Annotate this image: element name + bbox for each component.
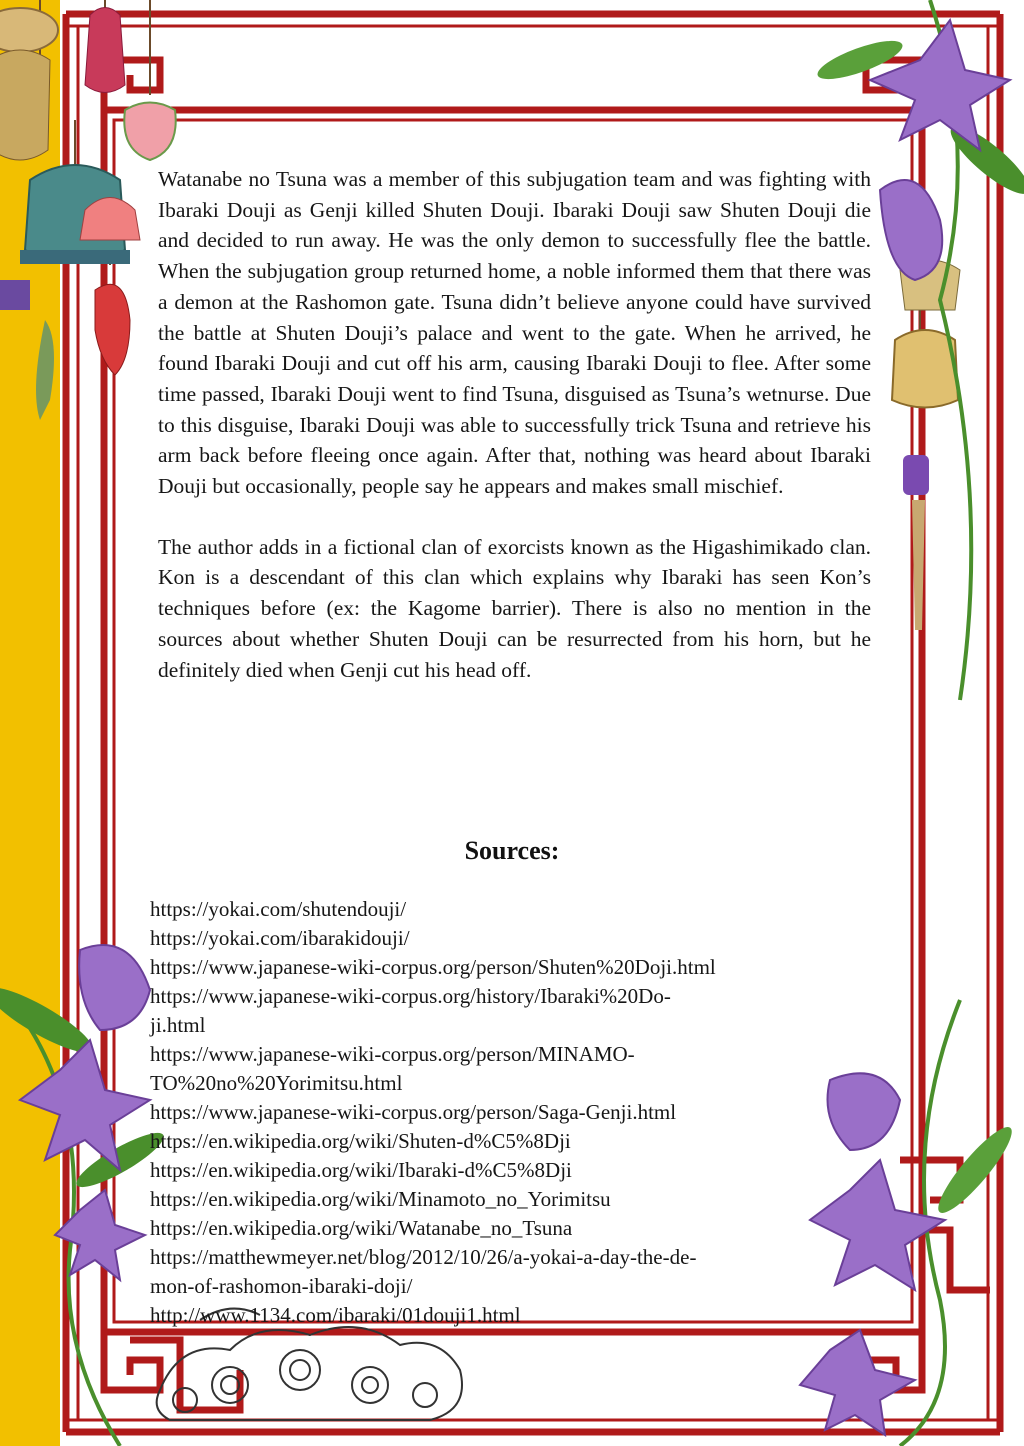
- body-paragraph-2: The author adds in a fictional clan of exorcists known as the Higashimikado clan. Kon is a descendant of this clan which explains why Ibaraki has seen Kon’s techniques before (ex: the Kagome barrier). There is also no mention in the sources about whether Shuten Douji can be resurrected from his horn, but he definitely died when Genji cut his head off.: [158, 534, 871, 682]
- source-link[interactable]: https://matthewmeyer.net/blog/2012/10/26/a-yokai-a-day-the-de-: [150, 1245, 697, 1269]
- source-link[interactable]: https://www.japanese-wiki-corpus.org/person/Saga-Genji.html: [150, 1100, 677, 1124]
- source-link[interactable]: http://www.1134.com/ibaraki/01douji1.html: [150, 1303, 521, 1327]
- source-link[interactable]: https://www.japanese-wiki-corpus.org/history/Ibaraki%20Do-: [150, 984, 671, 1008]
- source-link[interactable]: https://en.wikipedia.org/wiki/Shuten-d%C5%8Dji: [150, 1129, 571, 1153]
- source-link[interactable]: https://yokai.com/shutendouji/: [150, 897, 407, 921]
- source-link-continuation[interactable]: TO%20no%20Yorimitsu.html: [150, 1071, 403, 1095]
- sources-list: [150, 895, 890, 1330]
- main-body-text: [158, 164, 871, 685]
- body-paragraph-1: Watanabe no Tsuna was a member of this subjugation team and was fighting with Ibaraki Douji as Genji killed Shuten Douji. Ibaraki Douji saw Shuten Douji die and decided to run away. He was the only demon to successfully flee the battle. When the subjugation group returned home, a noble informed them that there was a demon at the Rashomon gate. Tsuna didn’t believe anyone could have survived the battle at Shuten Douji’s palace and went to the gate. When he arrived, he found Ibaraki Douji and cut off his arm, causing Ibaraki Douji to flee. After some time passed, Ibaraki Douji went to find Tsuna, disguised as Tsuna’s wetnurse. Due to this disguise, Ibaraki Douji was able to successfully trick Tsuna and retrieve his arm back before fleeing once again. After that, nothing was heard about Ibaraki Douji but occasionally, people say he appears and makes small mischief.: [158, 167, 871, 499]
- source-link-continuation[interactable]: ji.html: [150, 1013, 206, 1037]
- sources-heading: Sources:: [464, 836, 560, 865]
- source-link[interactable]: https://yokai.com/ibarakidouji/: [150, 926, 410, 950]
- source-link-continuation[interactable]: mon-of-rashomon-ibaraki-doji/: [150, 1274, 413, 1298]
- source-link[interactable]: https://en.wikipedia.org/wiki/Ibaraki-d%C5%8Dji: [150, 1158, 572, 1182]
- source-link[interactable]: https://www.japanese-wiki-corpus.org/person/MINAMO-: [150, 1042, 635, 1066]
- source-link[interactable]: https://en.wikipedia.org/wiki/Watanabe_no_Tsuna: [150, 1216, 573, 1240]
- source-link[interactable]: https://www.japanese-wiki-corpus.org/person/Shuten%20Doji.html: [150, 955, 716, 979]
- source-link[interactable]: https://en.wikipedia.org/wiki/Minamoto_no_Yorimitsu: [150, 1187, 611, 1211]
